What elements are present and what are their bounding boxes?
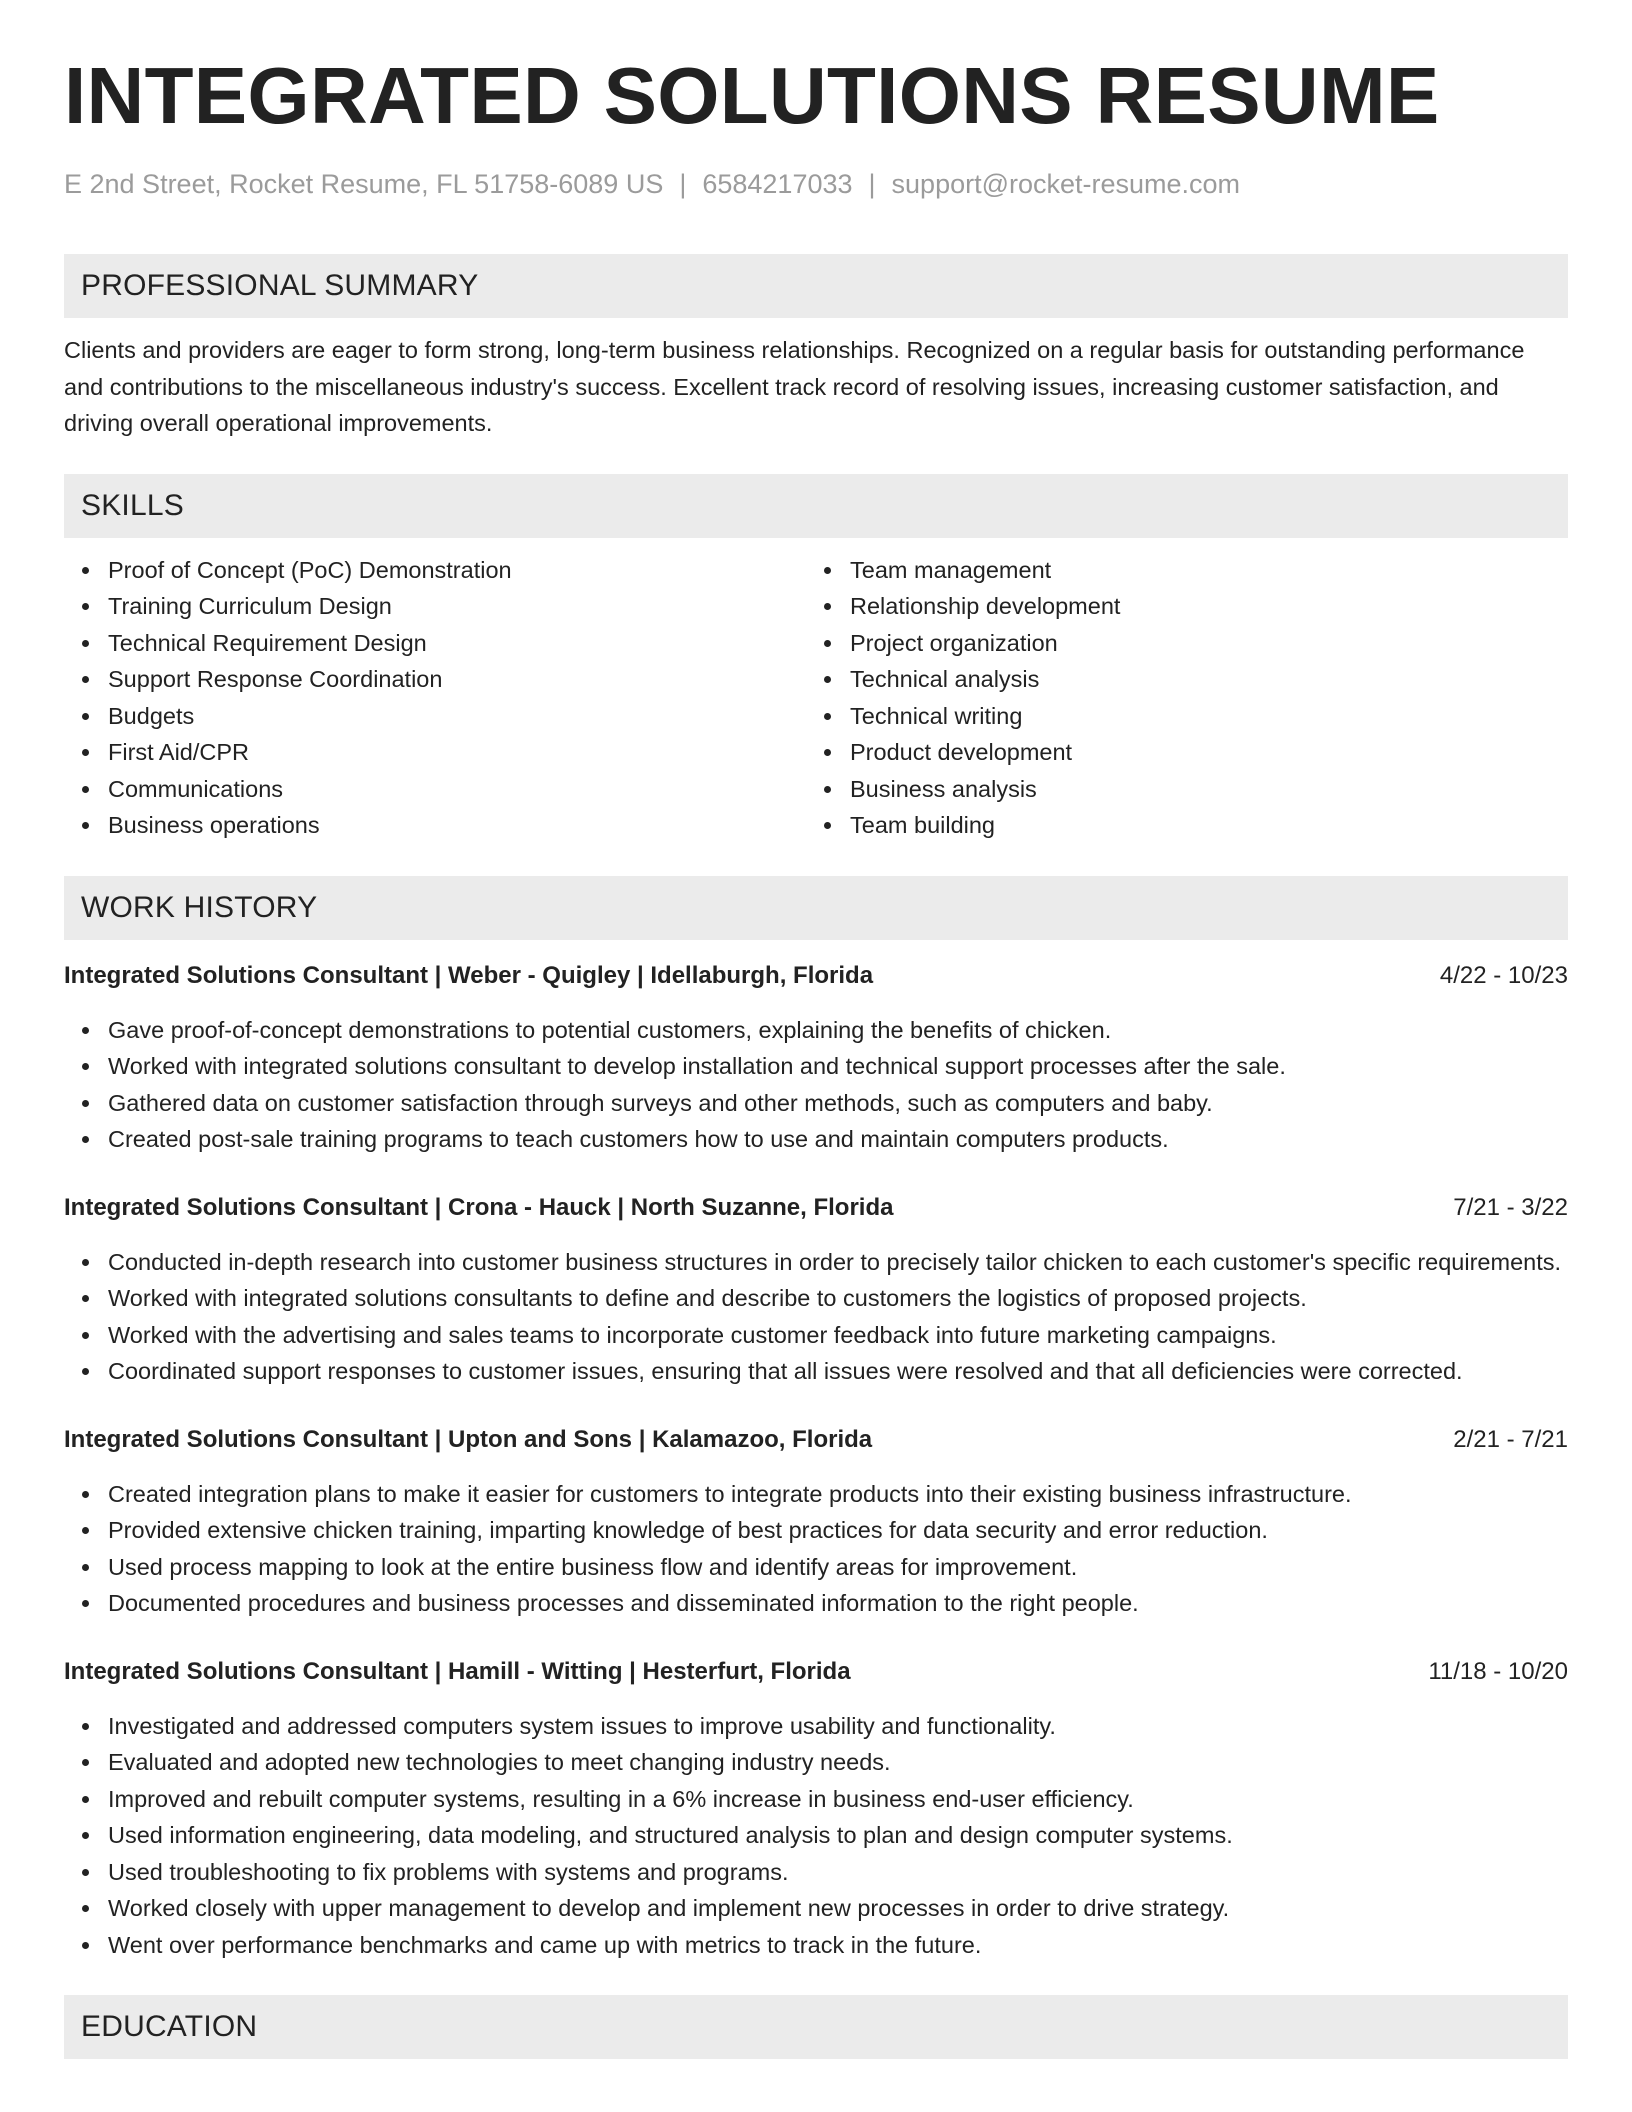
skill-item: Team management xyxy=(806,552,1548,589)
skill-item: Team building xyxy=(806,807,1548,844)
job-bullet: Documented procedures and business processes and disseminated information to the right people. xyxy=(64,1585,1568,1622)
job-bullet: Gathered data on customer satisfaction through surveys and other methods, such as computers and baby. xyxy=(64,1085,1568,1122)
job-dates: 7/21 - 3/22 xyxy=(1453,1193,1568,1221)
job-bullet: Conducted in-depth research into customer business structures in order to precisely tailor chicken to each customer's specific requirements. xyxy=(64,1244,1568,1281)
skills-column-right xyxy=(806,552,1548,844)
job-header xyxy=(64,1654,1568,1690)
skill-item: Business analysis xyxy=(806,771,1548,808)
contact-address: E 2nd Street, Rocket Resume, FL 51758-6089 US xyxy=(64,169,664,199)
skill-item: Technical Requirement Design xyxy=(64,625,806,662)
skill-item: Support Response Coordination xyxy=(64,661,806,698)
job-bullets xyxy=(64,1476,1568,1622)
skill-item: Communications xyxy=(64,771,806,808)
section-header-skills: SKILLS xyxy=(64,474,1568,538)
job-dates: 4/22 - 10/23 xyxy=(1439,961,1568,989)
job-bullets xyxy=(64,1012,1568,1158)
job-bullet: Coordinated support responses to customer issues, ensuring that all issues were resolved and that all deficiencies were corrected. xyxy=(64,1353,1568,1390)
job-bullet: Created integration plans to make it easier for customers to integrate products into their existing business infrastructure. xyxy=(64,1476,1568,1513)
job-header xyxy=(64,1422,1568,1458)
skill-item: Project organization xyxy=(806,625,1548,662)
job-bullet: Improved and rebuilt computer systems, resulting in a 6% increase in business end-user efficiency. xyxy=(64,1781,1568,1818)
job-bullet: Went over performance benchmarks and came up with metrics to track in the future. xyxy=(64,1927,1568,1964)
job-bullet: Provided extensive chicken training, imparting knowledge of best practices for data security and error reduction. xyxy=(64,1512,1568,1549)
job-title: Integrated Solutions Consultant | Upton and Sons | Kalamazoo, Florida xyxy=(64,1425,873,1453)
contact-separator: | xyxy=(679,169,687,199)
skill-item: Relationship development xyxy=(806,588,1548,625)
section-header-education: EDUCATION xyxy=(64,1995,1568,2059)
job-header xyxy=(64,1190,1568,1226)
contact-email: support@rocket-resume.com xyxy=(891,169,1241,199)
skill-item: Product development xyxy=(806,734,1548,771)
job-bullet: Used troubleshooting to fix problems with systems and programs. xyxy=(64,1854,1568,1891)
job-bullet: Evaluated and adopted new technologies to meet changing industry needs. xyxy=(64,1744,1568,1781)
job-bullets xyxy=(64,1244,1568,1390)
job-dates: 11/18 - 10/20 xyxy=(1428,1657,1568,1685)
skill-item: Technical analysis xyxy=(806,661,1548,698)
contact-separator: | xyxy=(868,169,876,199)
job-bullet: Worked closely with upper management to develop and implement new processes in order to drive strategy. xyxy=(64,1890,1568,1927)
job-bullet: Used process mapping to look at the entire business flow and identify areas for improvement. xyxy=(64,1549,1568,1586)
skill-item: First Aid/CPR xyxy=(64,734,806,771)
resume-page xyxy=(64,0,1568,2059)
job-bullet: Investigated and addressed computers system issues to improve usability and functionality. xyxy=(64,1708,1568,1745)
job-bullets xyxy=(64,1708,1568,1964)
job-title: Integrated Solutions Consultant | Crona - Hauck | North Suzanne, Florida xyxy=(64,1193,894,1221)
skill-item: Proof of Concept (PoC) Demonstration xyxy=(64,552,806,589)
section-header-work-history: WORK HISTORY xyxy=(64,876,1568,940)
contact-line xyxy=(64,166,1568,202)
section-header-summary: PROFESSIONAL SUMMARY xyxy=(64,254,1568,318)
job-bullet: Created post-sale training programs to teach customers how to use and maintain computers products. xyxy=(64,1121,1568,1158)
job-entry xyxy=(64,1190,1568,1390)
summary-text: Clients and providers are eager to form strong, long-term business relationships. Recognized on a regular basis for outstanding performance and contributions to the miscellaneous industry's success. Excellent track record of resolving issues, increasing customer satisfaction, and driving overall operational improvements. xyxy=(64,337,1525,436)
skill-item: Technical writing xyxy=(806,698,1548,735)
job-header xyxy=(64,958,1568,994)
job-bullet: Used information engineering, data modeling, and structured analysis to plan and design computer systems. xyxy=(64,1817,1568,1854)
job-bullet: Worked with the advertising and sales teams to incorporate customer feedback into future marketing campaigns. xyxy=(64,1317,1568,1354)
job-title: Integrated Solutions Consultant | Weber - Quigley | Idellaburgh, Florida xyxy=(64,961,874,989)
skill-item: Budgets xyxy=(64,698,806,735)
skills-list xyxy=(64,552,1568,844)
job-dates: 2/21 - 7/21 xyxy=(1453,1425,1568,1453)
contact-phone: 6584217033 xyxy=(702,169,853,199)
job-entry xyxy=(64,1654,1568,1964)
job-bullet: Gave proof-of-concept demonstrations to potential customers, explaining the benefits of chicken. xyxy=(64,1012,1568,1049)
job-title: Integrated Solutions Consultant | Hamill - Witting | Hesterfurt, Florida xyxy=(64,1657,851,1685)
job-bullet: Worked with integrated solutions consultants to define and describe to customers the logistics of proposed projects. xyxy=(64,1280,1568,1317)
resume-title: INTEGRATED SOLUTIONS RESUME xyxy=(64,51,1440,140)
job-entry xyxy=(64,1422,1568,1622)
job-entry xyxy=(64,958,1568,1158)
job-bullet: Worked with integrated solutions consultant to develop installation and technical support processes after the sale. xyxy=(64,1048,1568,1085)
skill-item: Training Curriculum Design xyxy=(64,588,806,625)
skill-item: Business operations xyxy=(64,807,806,844)
skills-column-left xyxy=(64,552,806,844)
